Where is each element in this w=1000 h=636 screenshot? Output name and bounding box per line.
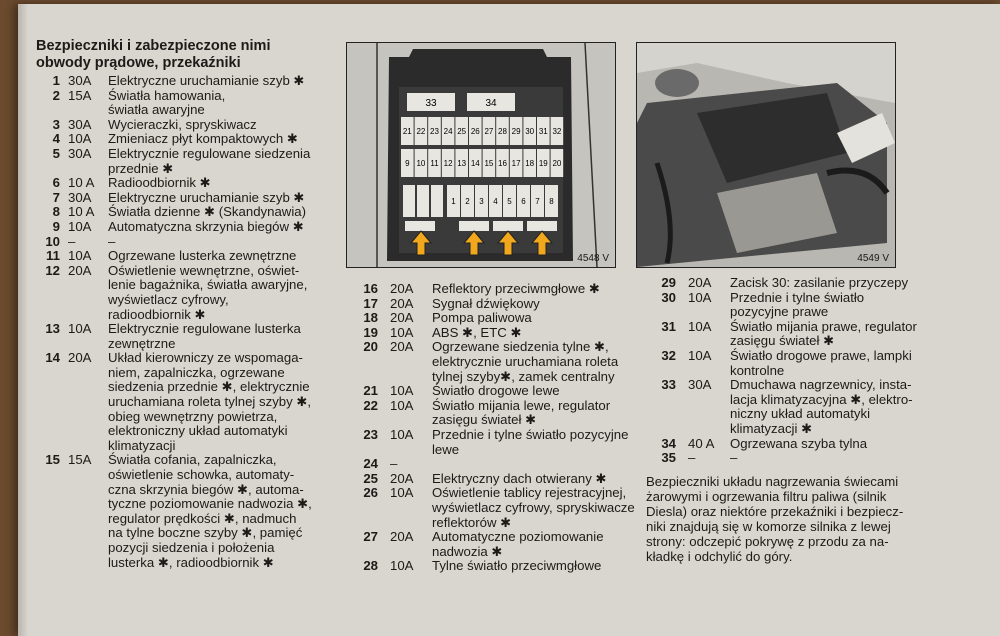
fuse-number: 4 <box>52 131 60 147</box>
fuse-description: Światło drogowe lewe <box>432 383 560 399</box>
fuse-number: 10 <box>45 233 60 249</box>
diesel-fuse-note: Bezpieczniki układu nagrzewania świecami żarowymi i ogrzewania filtru paliwa (silnik Diesla) oraz niektóre przekaźniki i bezpiecz- niki znajdują się w komorze silnika z lewej strony: odczepić pokrywę z przodu za na- kładkę i odchylić do góry. <box>646 473 904 564</box>
page-edge <box>18 4 28 636</box>
fuse-description: Światło mijania lewe, regulator zasięgu świateł ✱ <box>432 397 611 428</box>
fuse-description: Pompa paliwowa <box>432 310 532 326</box>
fuse-description: Reflektory przeciwmgłowe ✱ <box>432 281 600 296</box>
fuse-row <box>36 220 346 235</box>
fuse-description: Ogrzewane siedzenia tylne ✱, elektrycznie uruchamiana roleta tylnej szyby✱, zamek centralny <box>432 339 619 384</box>
fuse-description: Elektryczne uruchamianie szyb ✱ <box>108 73 305 88</box>
fuse-slot-label: 19 <box>538 159 548 168</box>
fuse-slot-label: 3 <box>479 197 484 206</box>
fuse-description: Światło drogowe prawe, lampki kontrolne <box>730 347 912 378</box>
fuse-amperage: 15A <box>68 87 92 103</box>
fuse-amperage: 10A <box>390 558 414 574</box>
fuse-description: Przednie i tylne światło pozycyjne prawe <box>730 289 865 320</box>
fuse-list-column-3 <box>646 276 936 564</box>
fuse-row <box>36 147 346 176</box>
fuse-slot-label: 26 <box>470 127 480 136</box>
fuse-row <box>36 249 346 264</box>
fuse-description: Zacisk 30: zasilanie przyczepy <box>730 275 909 290</box>
fuse-row <box>348 428 638 457</box>
fuse-slot-label: 27 <box>484 127 494 136</box>
fuse-33-label: 33 <box>425 98 437 109</box>
fuse-description: Zmieniacz płyt kompaktowych ✱ <box>108 131 298 147</box>
fuse-amperage: 10A <box>390 397 414 413</box>
fuse-amperage: 20A <box>390 470 414 486</box>
fuse-number: 25 <box>363 470 378 486</box>
fuse-number: 30 <box>661 289 676 305</box>
fuse-number: 5 <box>52 145 60 161</box>
fuse-slot-label: 16 <box>498 159 507 168</box>
fuse-slot-label: 5 <box>507 197 512 206</box>
fuse-number: 32 <box>661 347 676 363</box>
fuse-number: 1 <box>52 73 60 88</box>
fuse-number: 16 <box>363 281 378 296</box>
fuse-row <box>36 89 346 118</box>
fuse-slot-label: 13 <box>457 159 467 168</box>
engine-compartment-svg <box>637 43 895 267</box>
fuse-amperage: 15A <box>68 452 92 468</box>
fuse-number: 29 <box>661 275 676 290</box>
fuse-number: 19 <box>363 324 378 340</box>
fuse-row <box>646 349 936 378</box>
fuse-number: 24 <box>363 456 378 472</box>
fuse-amperage: 10A <box>688 289 712 305</box>
fuse-number: 7 <box>52 189 60 205</box>
fuse-row <box>348 282 638 297</box>
fuse-description: Światła cofania, zapalniczka, oświetlenie schowka, automaty- czna skrzynia biegów ✱, automa- tyczne poziomowanie nadwozia ✱, regulator prędkości ✱, nadmuch na tylne boczne szyby ✱, pamięć pozycji siedzenia i położenia lusterka ✱, radioodbiornik ✱ <box>108 452 312 570</box>
fuse-amperage: 20A <box>390 529 414 545</box>
fuse-row <box>36 205 346 220</box>
fuse-description: Automatyczna skrzynia biegów ✱ <box>108 218 304 234</box>
fuse-description: – <box>730 450 738 466</box>
fuse-description: Oświetlenie tablicy rejestracyjnej, wyświetlacz cyfrowy, spryskiwacze reflektorów ✱ <box>432 485 635 530</box>
fuse-number: 26 <box>363 485 378 501</box>
fuse-number: 15 <box>45 452 60 468</box>
fuse-amperage: 10A <box>68 321 92 337</box>
fuse-amperage: – <box>68 233 76 249</box>
fuse-slot-label: 25 <box>457 127 467 136</box>
fuse-number: 13 <box>45 321 60 337</box>
fuse-amperage: 10A <box>390 324 414 340</box>
fuse-number: 2 <box>52 87 60 103</box>
fuse-number: 31 <box>661 318 676 334</box>
fuse-row <box>348 326 638 341</box>
fuse-row <box>36 264 346 322</box>
fuse-description: Dmuchawa nagrzewnicy, insta- lacja klimatyzacyjna ✱, elektro- niczny układ automatyki klimatyzacji ✱ <box>730 377 913 436</box>
fuse-row <box>646 451 936 466</box>
fuse-row <box>646 437 936 452</box>
fuse-slot-label: 30 <box>525 127 535 136</box>
engine-compartment-illustration <box>636 42 896 268</box>
fuse-slot-label: 24 <box>443 127 453 136</box>
fuse-amperage: 10A <box>68 131 92 147</box>
fuse-34-label: 34 <box>485 98 497 109</box>
fuse-row <box>36 132 346 147</box>
fuse-description: Ogrzewane lusterka zewnętrzne <box>108 248 297 264</box>
fuse-row <box>36 351 346 453</box>
fuse-row <box>348 457 638 472</box>
fuse-amperage: 30A <box>688 377 712 393</box>
fuse-amperage: 30A <box>68 116 92 132</box>
fuse-row <box>348 384 638 399</box>
fuse-number: 9 <box>52 218 60 234</box>
fuse-number: 6 <box>52 175 60 191</box>
fuse-description: Przednie i tylne światło pozycyjne lewe <box>432 426 629 457</box>
fuse-slot-label: 2 <box>465 197 470 206</box>
fuse-row <box>646 276 936 291</box>
fuse-slot-label: 11 <box>430 159 439 168</box>
fuse-box-diagram <box>346 42 616 268</box>
fuse-number: 21 <box>363 383 378 399</box>
fuse-number: 12 <box>45 262 60 278</box>
fuse-list-column-2 <box>348 282 638 574</box>
fuse-row <box>348 530 638 559</box>
fuse-number: 28 <box>363 558 378 574</box>
fuse-description: Układ kierowniczy ze wspomaga- niem, zapalniczka, ogrzewane siedzenia przednie ✱, elektrycznie uruchamiana roleta tylnej szyby ✱, obieg wewnętrzny powietrza, elektroniczny układ automatyki klimatyzacji <box>108 350 312 453</box>
fuse-number: 8 <box>52 204 60 220</box>
fuse-amperage: 40 A <box>688 435 715 451</box>
fuse-description: Ogrzewana szyba tylna <box>730 435 868 451</box>
fuse-amperage: 10A <box>68 218 92 234</box>
fuse-row <box>646 291 936 320</box>
fuse-slot-label: 28 <box>498 127 507 136</box>
fuse-amperage: 10A <box>390 383 414 399</box>
fuse-amperage: 10A <box>390 485 414 501</box>
fuse-slot-label: 4 <box>493 197 498 206</box>
fuse-slot-label: 7 <box>535 197 540 206</box>
fuse-amperage: 20A <box>688 275 712 290</box>
fuse-amperage: 20A <box>390 339 414 355</box>
fuse-number: 20 <box>363 339 378 355</box>
fuse-slot-label: 22 <box>416 127 426 136</box>
fuse-slot-label: 29 <box>511 127 521 136</box>
fuse-amperage: 10A <box>688 347 712 363</box>
fuse-description: Światło mijania prawe, regulator zasięgu świateł ✱ <box>730 318 917 349</box>
fuse-description <box>432 457 638 472</box>
fuse-row <box>36 118 346 133</box>
fuse-slot-label: 8 <box>549 197 554 206</box>
fuse-description: Światła hamowania, światła awaryjne <box>108 87 226 118</box>
fuse-slot-label: 12 <box>443 159 453 168</box>
fuse-amperage: 20A <box>68 262 92 278</box>
fuse-description: Radioodbiornik ✱ <box>108 175 211 191</box>
fuse-number: 35 <box>661 450 676 466</box>
fuse-amperage: 10A <box>688 318 712 334</box>
manual-page <box>18 4 1000 636</box>
fuse-slot-label: 15 <box>484 159 494 168</box>
fuse-amperage: 30A <box>68 189 92 205</box>
fuse-row <box>36 235 346 250</box>
fuse-amperage: – <box>390 456 398 472</box>
fuse-amperage: 10A <box>390 426 414 442</box>
fuse-amperage: 20A <box>390 310 414 326</box>
fuse-row <box>36 74 346 89</box>
section-title: Bezpieczniki i zabezpieczone nimi obwody prądowe, przekaźniki <box>36 38 271 71</box>
fuse-row <box>348 486 638 530</box>
fuse-amperage: 30A <box>68 145 92 161</box>
fuse-description: Automatyczne poziomowanie nadwozia ✱ <box>432 529 604 559</box>
fuse-number: 3 <box>52 116 60 132</box>
fuse-slot-label: 32 <box>552 127 562 136</box>
fuse-amperage: 20A <box>390 295 414 311</box>
fuse-number: 11 <box>46 248 60 264</box>
fuse-description: Sygnał dźwiękowy <box>432 295 540 311</box>
fuse-slot-label: 23 <box>430 127 439 136</box>
fuse-row <box>646 320 936 349</box>
fuse-number: 14 <box>45 350 60 366</box>
fuse-number: 23 <box>363 426 378 442</box>
fuse-amperage: 20A <box>390 281 414 296</box>
fuse-row <box>348 311 638 326</box>
fuse-list-column-1 <box>36 38 346 570</box>
figure-number: 4549 V <box>857 253 889 264</box>
fuse-row <box>348 297 638 312</box>
fuse-description: Elektryczny dach otwierany ✱ <box>432 470 607 486</box>
fuse-row <box>36 322 346 351</box>
fuse-row <box>348 472 638 487</box>
fuse-amperage: 10 A <box>68 204 95 220</box>
fuse-amperage: – <box>688 450 696 466</box>
fuse-slot-label: 10 <box>416 159 426 168</box>
fuse-description: Oświetlenie wewnętrzne, oświet- lenie bagażnika, światła awaryjne, wyświetlacz cyfrowy, radioodbiornik ✱ <box>108 262 308 322</box>
fuse-row <box>348 399 638 428</box>
fuse-number: 17 <box>363 295 378 311</box>
fuse-amperage: 10 A <box>68 175 95 191</box>
fuse-row <box>646 378 936 436</box>
fuse-slot-label: 18 <box>525 159 535 168</box>
fuse-description: Elektrycznie regulowane siedzenia przednie ✱ <box>108 145 311 176</box>
fuse-box-svg <box>347 43 615 267</box>
fuse-slot-label: 6 <box>521 197 526 206</box>
fuse-slot-label: 20 <box>552 159 562 168</box>
fuse-amperage: 20A <box>68 350 92 366</box>
fuse-row <box>348 340 638 384</box>
fuse-amperage: 10A <box>68 248 92 264</box>
fuse-row <box>36 176 346 191</box>
fuse-row <box>36 453 346 570</box>
fuse-slot-label: 17 <box>511 159 521 168</box>
fuse-slot-label: 21 <box>402 127 412 136</box>
fuse-slot-label: 1 <box>451 197 456 206</box>
fuse-row <box>348 559 638 574</box>
fuse-number: 22 <box>363 397 378 413</box>
fuse-slot-label: 31 <box>538 127 548 136</box>
fuse-number: 18 <box>363 310 378 326</box>
fuse-amperage: 30A <box>68 73 92 88</box>
fuse-description: – <box>108 233 116 249</box>
fuse-row <box>36 191 346 206</box>
fuse-description: Elektryczne uruchamianie szyb ✱ <box>108 189 305 205</box>
fuse-description: ABS ✱, ETC ✱ <box>432 324 522 340</box>
fuse-slot-label: 9 <box>405 159 410 168</box>
fuse-number: 34 <box>661 435 676 451</box>
fuse-description: Elektrycznie regulowane lusterka zewnętrzne <box>108 321 301 351</box>
fuse-number: 27 <box>363 529 378 545</box>
fuse-description: Światła dzienne ✱ (Skandynawia) <box>108 204 306 220</box>
fuse-number: 33 <box>661 377 676 393</box>
fuse-description: Tylne światło przeciwmgłowe <box>432 558 602 574</box>
fuse-slot-label: 14 <box>470 159 480 168</box>
figure-number: 4548 V <box>577 253 609 264</box>
fuse-description: Wycieraczki, spryskiwacz <box>108 116 257 132</box>
